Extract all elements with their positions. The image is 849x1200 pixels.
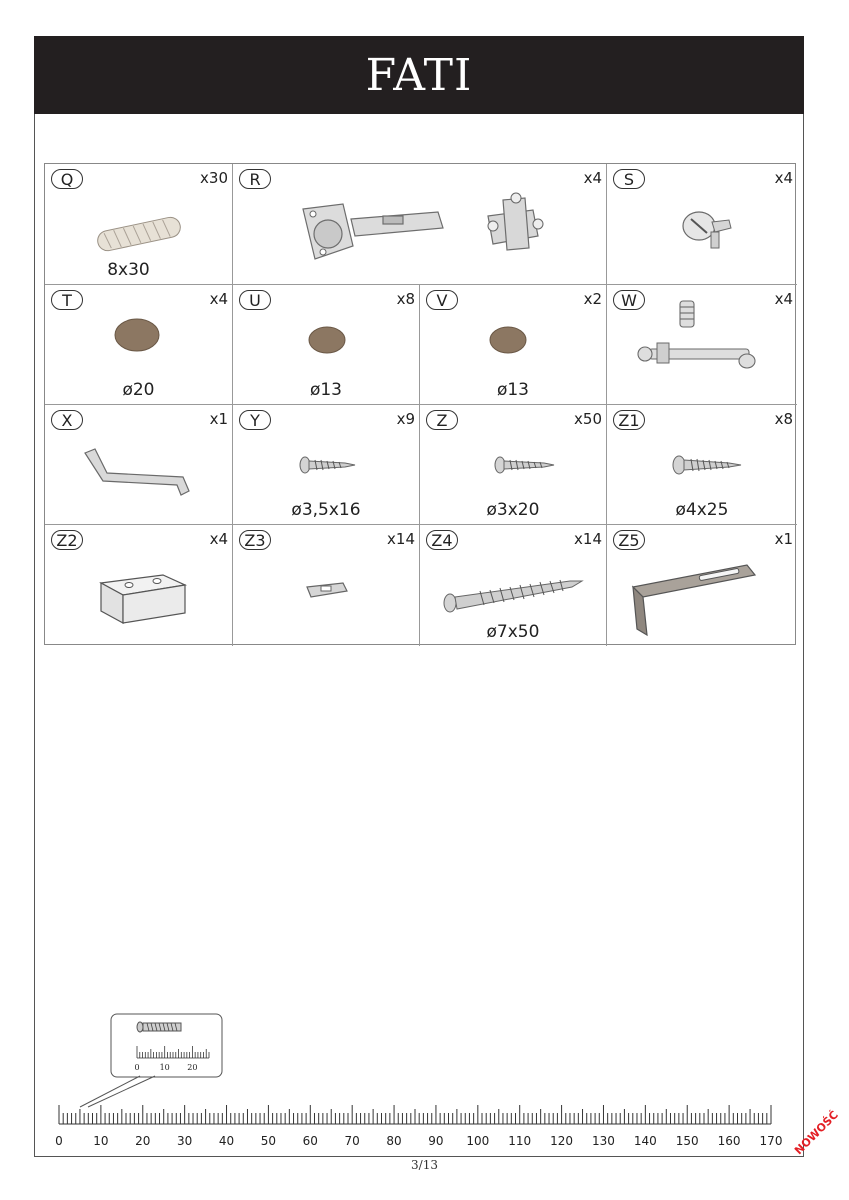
part-quantity: x4 [774,290,793,308]
ruler-label: 60 [302,1134,318,1148]
inset-label: 0 [134,1063,140,1072]
ruler-label: 10 [93,1134,109,1148]
part-quantity: x14 [574,530,602,548]
ruler-label: 120 [550,1134,574,1148]
part-quantity: x4 [583,169,602,187]
ruler-ticks [59,1105,771,1124]
ruler-label: 50 [260,1134,277,1148]
part-label: V [426,290,458,310]
ruler-label: 140 [633,1134,657,1148]
part-dimension: ø13 [496,380,530,400]
part-quantity: x14 [387,530,415,548]
part-quantity: x2 [583,290,602,308]
page-number: 3/13 [411,1158,438,1172]
part-quantity: x1 [774,530,793,548]
part-label: S [613,169,645,189]
ruler-label: 40 [218,1134,235,1148]
part-label: Z [426,410,458,430]
part-quantity: x8 [774,410,793,428]
part-quantity: x4 [774,169,793,187]
page-title: FATI [365,49,473,101]
ruler-label: 110 [508,1134,532,1148]
part-label: W [613,290,645,310]
new-stamp: NOWOŚĆ [792,1108,841,1158]
ruler-label: 90 [428,1134,444,1148]
part-quantity: x30 [200,169,228,187]
part-label: Z5 [613,530,645,550]
part-quantity: x8 [396,290,415,308]
part-dimension: ø20 [122,380,155,400]
ruler-label: 130 [592,1134,615,1148]
part-label: Z2 [51,530,83,550]
part-label: Z4 [426,530,458,550]
ruler-label: 150 [675,1134,699,1148]
part-label: Q [51,169,83,189]
ruler-label: 20 [135,1134,151,1148]
part-label: Z1 [613,410,645,430]
part-quantity: x4 [209,530,228,548]
part-quantity: x9 [396,410,415,428]
part-dimension: ø13 [309,380,343,400]
part-quantity: x1 [209,410,228,428]
part-quantity: x4 [209,290,228,308]
part-label: U [239,290,271,310]
ruler-label: 70 [344,1134,360,1148]
part-dimension: ø4x25 [675,500,729,520]
part-dimension: ø7x50 [486,622,540,642]
part-label: Z3 [239,530,271,550]
ruler-label: 160 [717,1134,741,1148]
part-quantity: x50 [574,410,602,428]
ruler-label: 100 [466,1134,490,1148]
part-dimension: ø3,5x16 [291,500,361,520]
inset-screw-icon [137,1022,181,1032]
ruler-label: 30 [177,1134,193,1148]
part-label: R [239,169,271,189]
part-label: T [51,290,83,310]
part-dimension: ø3x20 [486,500,540,520]
part-dimension: 8x30 [107,260,150,280]
part-label: Y [239,410,271,430]
inset-label: 20 [187,1063,198,1072]
part-label: X [51,410,83,430]
ruler-label: 0 [55,1134,63,1148]
inset-pointer [80,1076,140,1107]
inset-label: 10 [159,1063,170,1072]
ruler-label: 170 [759,1134,783,1148]
ruler-label: 80 [386,1134,402,1148]
